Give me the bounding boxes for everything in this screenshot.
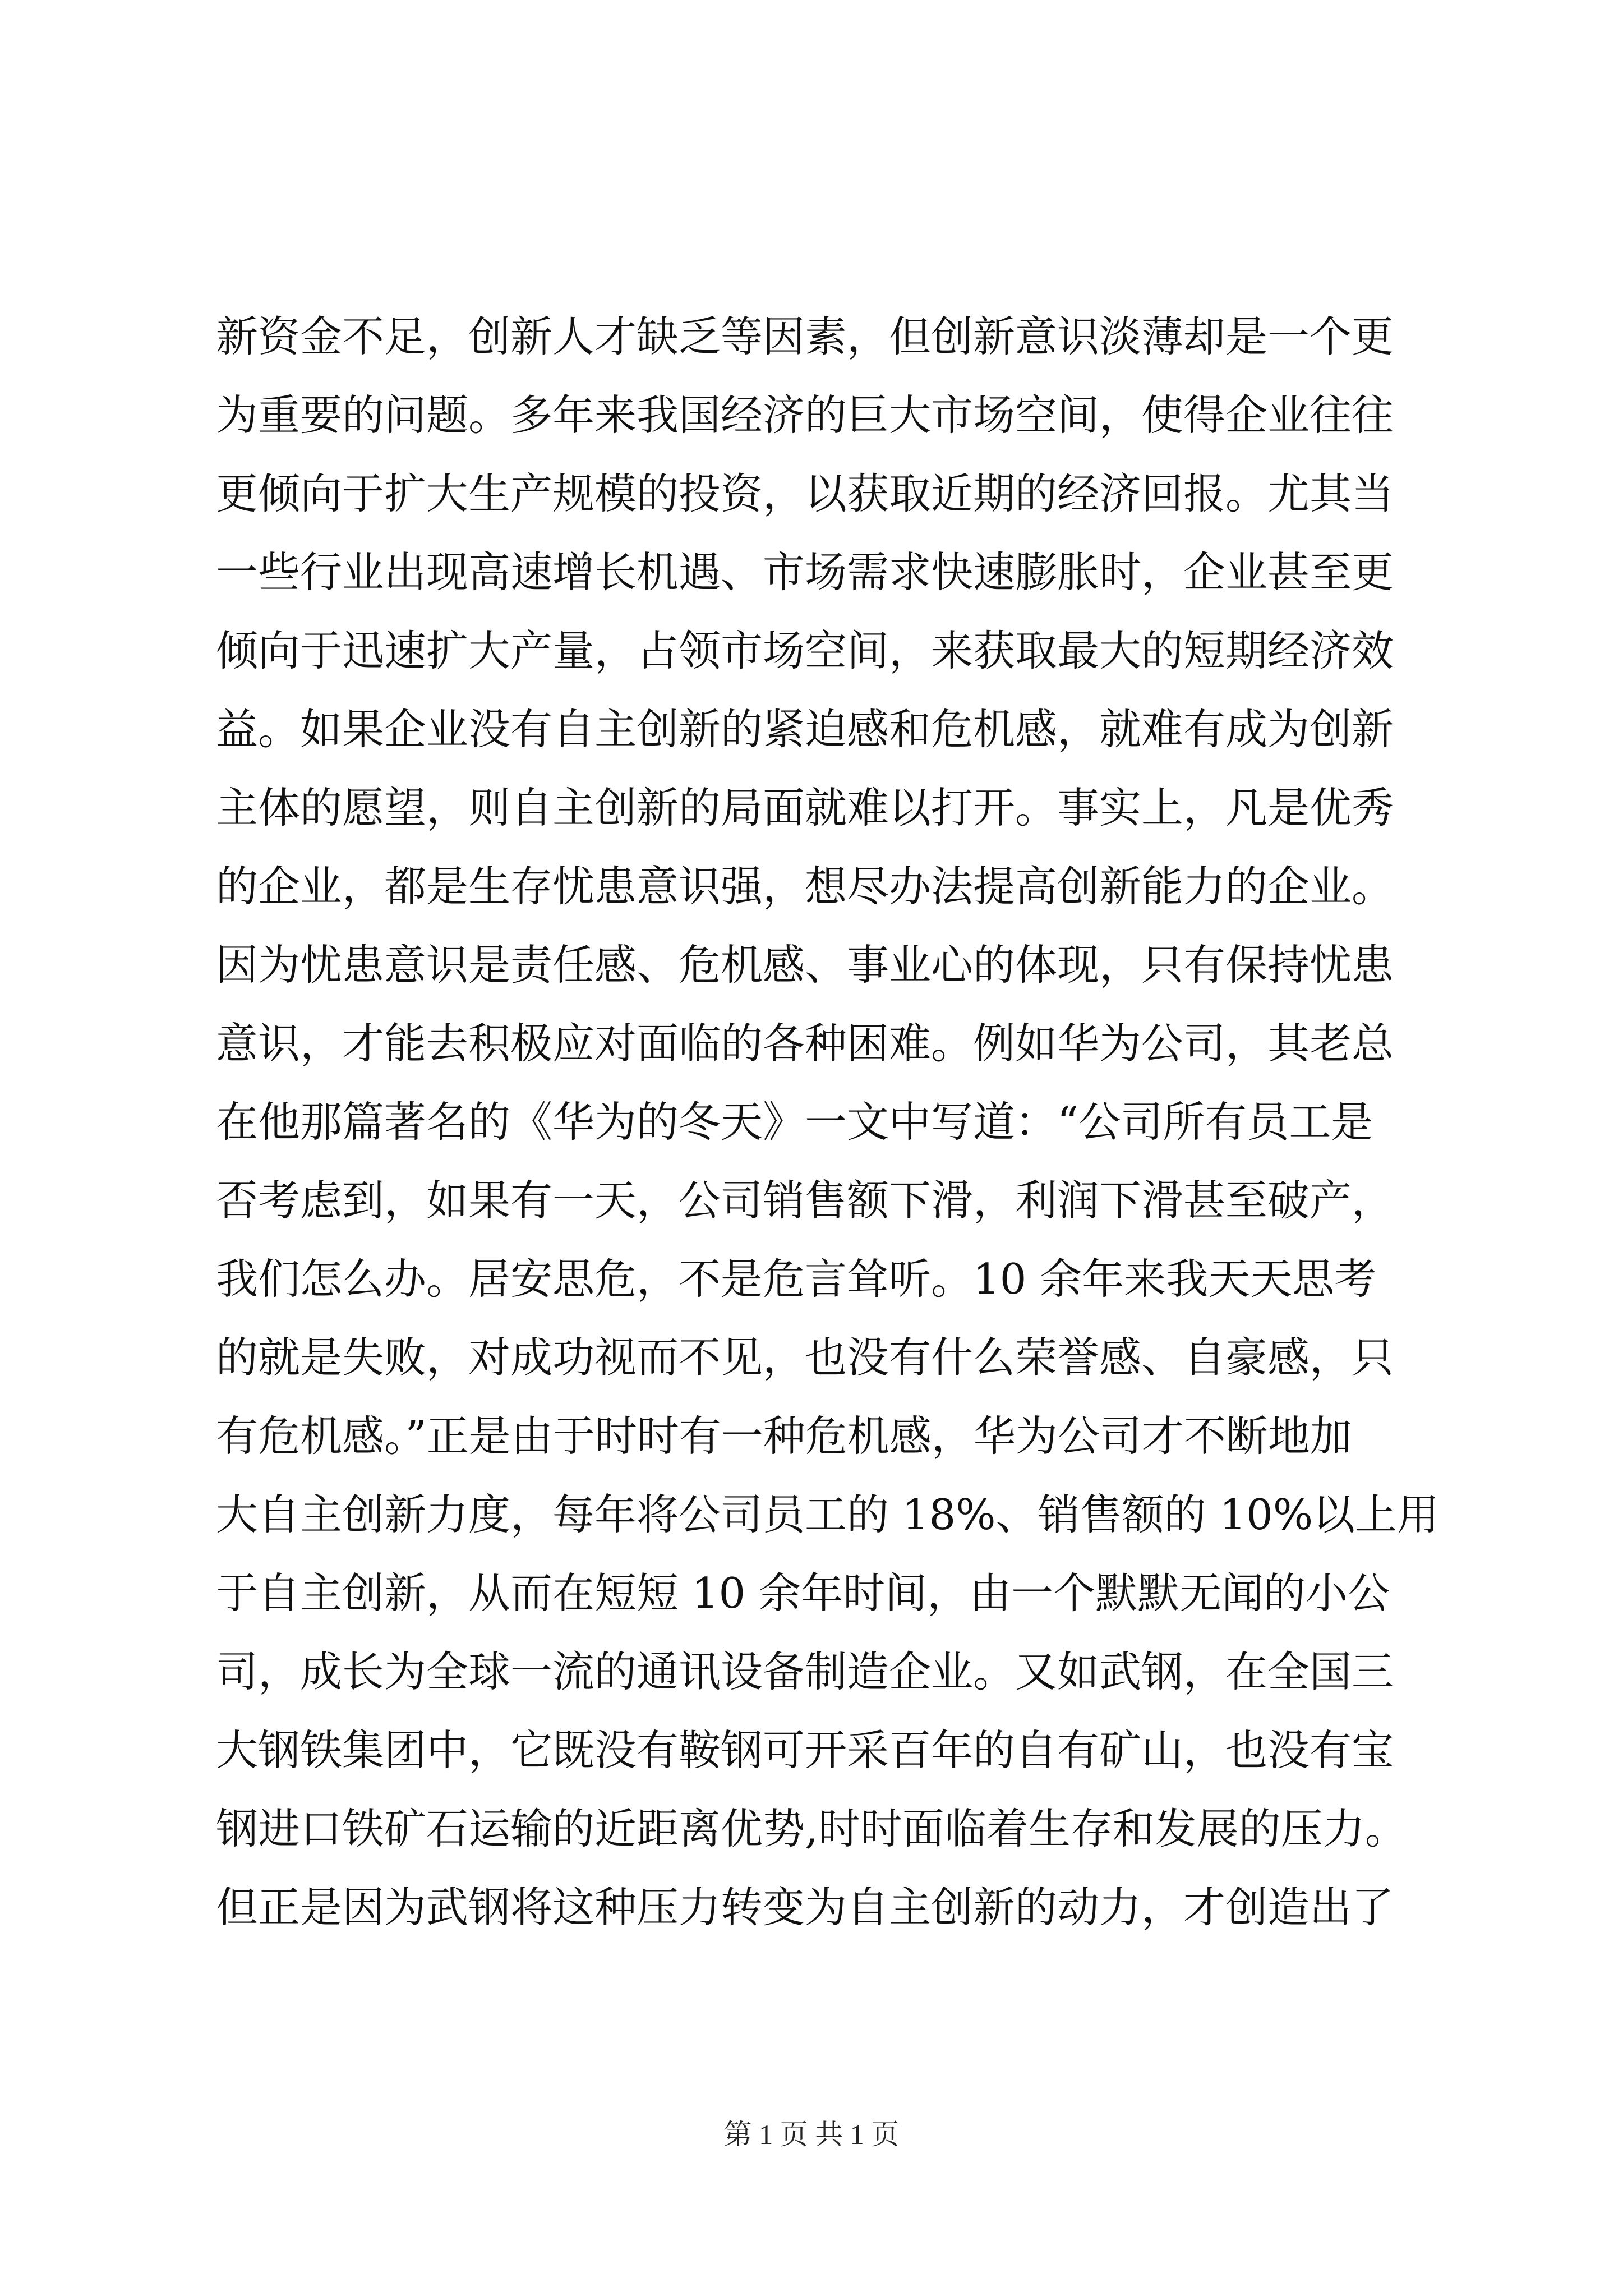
text-line: 为重要的问题。多年来我国经济的巨大市场空间，使得企业往往 bbox=[216, 390, 1394, 440]
text-line: 益。如果企业没有自主创新的紧迫感和危机感，就难有成为创新 bbox=[216, 705, 1394, 754]
body-text bbox=[216, 297, 1440, 1947]
page-number-label: 第 1 页 共 1 页 bbox=[723, 2119, 900, 2150]
text-line: 倾向于迅速扩大产量，占领市场空间，来获取最大的短期经济效 bbox=[216, 626, 1394, 675]
text-line: 但正是因为武钢将这种压力转变为自主创新的动力，才创造出了 bbox=[216, 1883, 1394, 1932]
text-line: 大自主创新力度，每年将公司员工的 18%、销售额的 10%以上用 bbox=[216, 1490, 1440, 1539]
text-line: 的就是失败，对成功视而不见，也没有什么荣誉感、自豪感，只 bbox=[216, 1333, 1394, 1382]
text-line: 大钢铁集团中，它既没有鞍钢可开采百年的自有矿山，也没有宝 bbox=[216, 1726, 1394, 1775]
text-line: 主体的愿望，则自主创新的局面就难以打开。事实上，凡是优秀 bbox=[216, 783, 1394, 832]
text-line: 意识，才能去积极应对面临的各种困难。例如华为公司，其老总 bbox=[216, 1019, 1394, 1068]
text-line: 新资金不足，创新人才缺乏等因素，但创新意识淡薄却是一个更 bbox=[216, 312, 1394, 361]
text-line: 我们怎么办。居安思危，不是危言耸听。10 余年来我天天思考 bbox=[216, 1254, 1377, 1304]
text-line: 司，成长为全球一流的通讯设备制造企业。又如武钢，在全国三 bbox=[216, 1647, 1394, 1696]
text-line: 更倾向于扩大生产规模的投资，以获取近期的经济回报。尤其当 bbox=[216, 469, 1394, 518]
text-line: 在他那篇著名的《华为的冬天》一文中写道：“公司所有员工是 bbox=[216, 1097, 1373, 1147]
text-line: 否考虑到，如果有一天，公司销售额下滑，利润下滑甚至破产， bbox=[216, 1176, 1394, 1225]
page-footer bbox=[0, 2115, 1623, 2154]
text-line: 的企业，都是生存忧患意识强，想尽办法提高创新能力的企业。 bbox=[216, 862, 1394, 911]
text-line: 钢进口铁矿石运输的近距离优势,时时面临着生存和发展的压力。 bbox=[216, 1804, 1407, 1853]
text-line: 于自主创新，从而在短短 10 余年时间，由一个默默无闻的小公 bbox=[216, 1568, 1390, 1618]
text-line: 因为忧患意识是责任感、危机感、事业心的体现，只有保持忧患 bbox=[216, 940, 1394, 990]
text-line: 一些行业出现高速增长机遇、市场需求快速膨胀时，企业甚至更 bbox=[216, 547, 1394, 597]
text-line: 有危机感。”正是由于时时有一种危机感，华为公司才不断地加 bbox=[216, 1411, 1352, 1461]
